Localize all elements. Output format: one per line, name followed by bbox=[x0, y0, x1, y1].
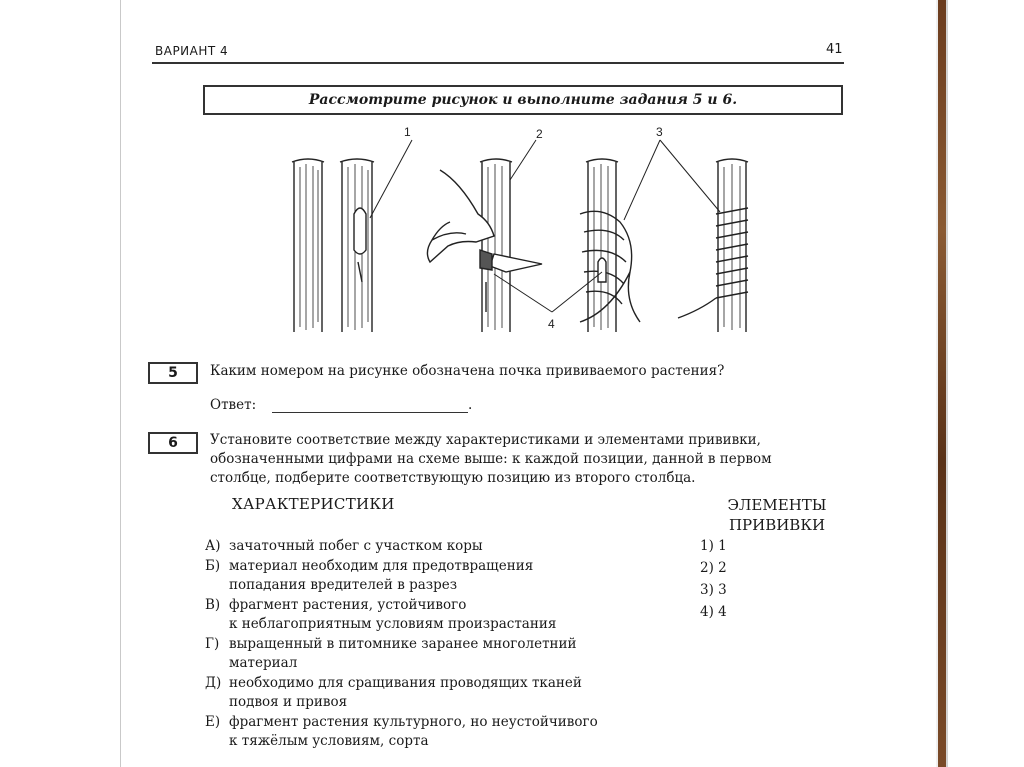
characteristic-item bbox=[205, 713, 705, 751]
figure-label-1: 1 bbox=[404, 125, 411, 139]
characteristic-text: фрагмент растения, устойчивого к неблагоприятным условиям произрастания bbox=[229, 597, 557, 632]
task-6-line: столбце, подберите соответствующую позицию из второго столбца. bbox=[210, 470, 696, 486]
task-6-number: 6 bbox=[168, 435, 178, 451]
characteristic-item bbox=[205, 596, 705, 634]
task-5-number-box bbox=[148, 362, 198, 384]
characteristics-list bbox=[205, 537, 705, 752]
characteristic-letter: Д) bbox=[205, 675, 222, 691]
characteristic-item bbox=[205, 674, 705, 712]
answer-label: Ответ: bbox=[210, 397, 257, 413]
fully-wrapped-stem-drawing bbox=[678, 159, 748, 332]
characteristic-text: материал необходим для предотвращения попадания вредителей в разрез bbox=[229, 558, 534, 593]
hand-knife-drawing bbox=[427, 159, 542, 332]
stem-with-cut-drawing bbox=[340, 159, 374, 332]
task-5-question: Каким номером на рисунке обозначена почка прививаемого растения? bbox=[210, 363, 725, 379]
elements-header bbox=[712, 495, 842, 535]
plain-stem-drawing bbox=[292, 159, 324, 332]
variant-label: ВАРИАНТ 4 bbox=[155, 44, 229, 58]
characteristic-text: фрагмент растения культурного, но неустойчивого к тяжёлым условиям, сорта bbox=[229, 714, 598, 749]
header-rule bbox=[152, 62, 844, 64]
characteristic-text: зачаточный побег с участком коры bbox=[229, 538, 483, 554]
instruction-box bbox=[203, 85, 843, 115]
characteristic-letter: В) bbox=[205, 597, 221, 613]
task-5-number: 5 bbox=[168, 365, 178, 381]
figure-label-2: 2 bbox=[536, 127, 543, 141]
characteristic-item bbox=[205, 557, 705, 595]
page-number: 41 bbox=[826, 42, 843, 57]
characteristics-header: ХАРАКТЕРИСТИКИ bbox=[232, 495, 395, 513]
element-item: 1) 1 bbox=[700, 538, 727, 554]
instruction-text: Рассмотрите рисунок и выполните задания 5 и 6. bbox=[308, 92, 738, 108]
answer-end-mark: . bbox=[468, 397, 473, 413]
characteristic-text: выращенный в питомнике заранее многолетний материал bbox=[229, 636, 577, 671]
figure-label-3: 3 bbox=[656, 125, 663, 139]
task-6-number-box bbox=[148, 432, 198, 454]
task-6-question bbox=[210, 431, 850, 488]
answer-field[interactable] bbox=[272, 412, 468, 413]
characteristic-item bbox=[205, 635, 705, 673]
elements-header-line: ПРИВИВКИ bbox=[728, 516, 826, 534]
figure-label-4: 4 bbox=[548, 317, 555, 331]
task-6-line: обозначенными цифрами на схеме выше: к каждой позиции, данной в первом bbox=[210, 451, 772, 467]
characteristic-letter: А) bbox=[205, 538, 221, 554]
elements-header-line: ЭЛЕМЕНТЫ bbox=[727, 496, 827, 514]
grafting-illustration bbox=[280, 122, 760, 337]
characteristic-letter: Г) bbox=[205, 636, 220, 652]
characteristic-text: необходимо для сращивания проводящих тканей подвоя и привоя bbox=[229, 675, 582, 710]
wrapped-stem-drawing bbox=[580, 159, 640, 332]
characteristic-letter: Е) bbox=[205, 714, 221, 730]
page-edge-border bbox=[938, 0, 946, 767]
task-6-line: Установите соответствие между характеристиками и элементами прививки, bbox=[210, 432, 761, 448]
characteristic-item bbox=[205, 537, 705, 556]
element-item: 2) 2 bbox=[700, 560, 727, 576]
element-item: 4) 4 bbox=[700, 604, 727, 620]
characteristic-letter: Б) bbox=[205, 558, 221, 574]
element-item: 3) 3 bbox=[700, 582, 727, 598]
elements-list bbox=[700, 537, 727, 625]
